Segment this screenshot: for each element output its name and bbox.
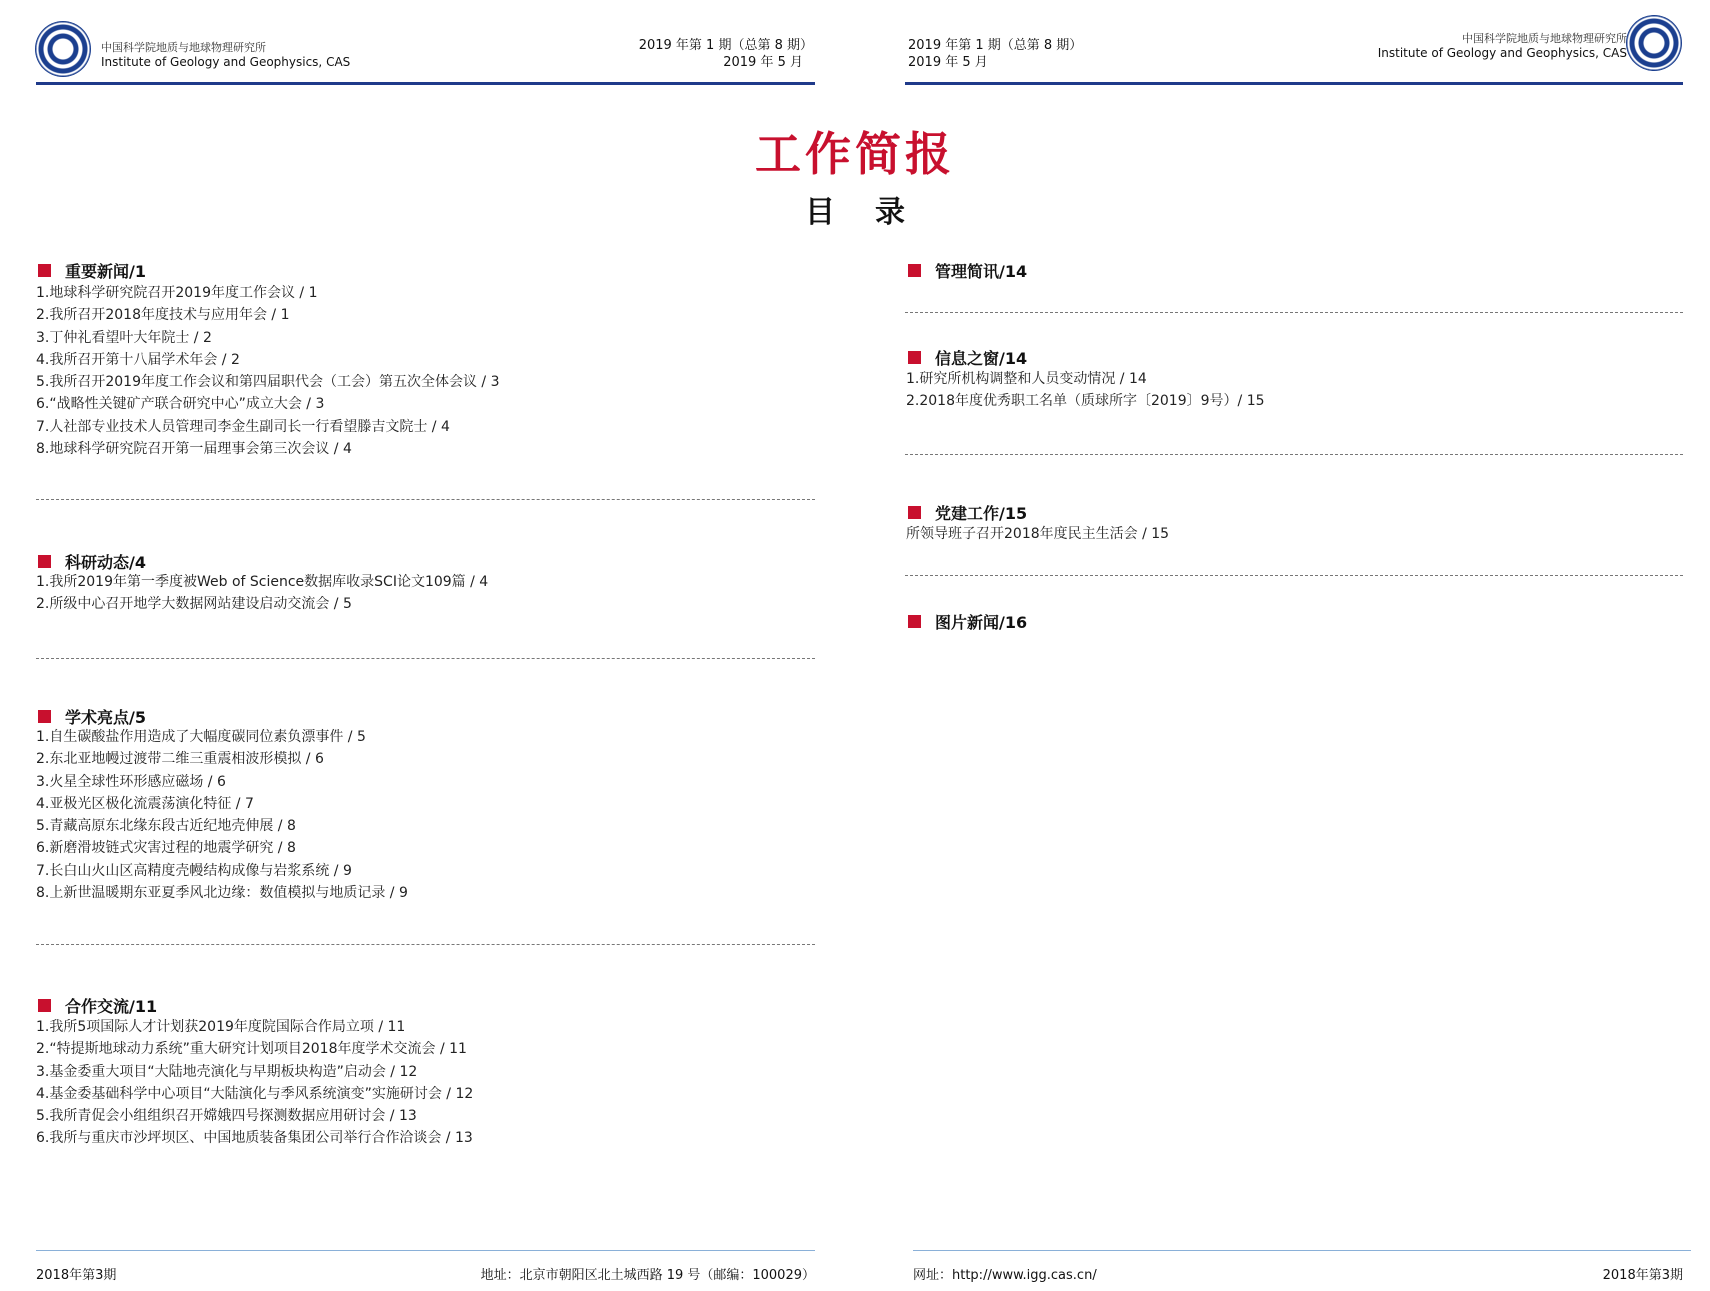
section-list-info (906, 368, 1265, 413)
section-list-research (36, 571, 488, 616)
section-header-photo[interactable] (908, 610, 1027, 633)
section-header-info[interactable] (908, 346, 1027, 369)
toc-item[interactable]: 2.“特提斯地球动力系统”重大研究计划项目2018年度学术交流会 / 11 (36, 1041, 467, 1058)
toc-item[interactable]: 5.我所青促会小组组织召开嫦娥四号探测数据应用研讨会 / 13 (36, 1108, 417, 1125)
section-marker (38, 710, 51, 723)
section-divider (36, 658, 815, 659)
section-marker (38, 264, 51, 277)
issue-number-left: 2019 年第 1 期（总第 8 期） (638, 38, 813, 53)
section-divider (905, 575, 1683, 576)
section-header-academic[interactable] (38, 705, 146, 728)
institute-name-en-left: Institute of Geology and Geophysics, CAS (101, 55, 351, 69)
section-divider (36, 944, 815, 945)
section-marker (908, 264, 921, 277)
section-title-academic: 学术亮点/5 (65, 708, 146, 727)
section-header-news[interactable] (38, 259, 146, 282)
section-divider (905, 312, 1683, 313)
toc-item[interactable]: 4.我所召开第十八届学术年会 / 2 (36, 351, 240, 368)
institute-name-cn-right: 中国科学院地质与地球物理研究所 (1462, 32, 1627, 45)
toc-item[interactable]: 1.我所2019年第一季度被Web of Science数据库收录SCI论文109篇 / 4 (36, 574, 489, 590)
section-divider (36, 499, 815, 500)
section-list-academic (36, 726, 408, 904)
toc-item[interactable]: 1.我所5项国际人才计划获2019年度院国际合作局立项 / 11 (36, 1019, 406, 1035)
toc-item[interactable]: 7.长白山火山区高精度壳幔结构成像与岩浆系统 / 9 (36, 862, 352, 879)
section-header-management[interactable] (908, 259, 1027, 282)
footer-address: 地址：北京市朝阳区北土城西路 19 号（邮编：100029） (480, 1268, 815, 1283)
institute-logo-right (1627, 16, 1681, 70)
section-title-info: 信息之窗/14 (935, 349, 1028, 368)
section-header-party[interactable] (908, 501, 1027, 524)
institute-logo-left (36, 22, 90, 76)
toc-item[interactable]: 2.所级中心召开地学大数据网站建设启动交流会 / 5 (36, 596, 352, 613)
section-marker (908, 506, 921, 519)
toc-item[interactable]: 1.地球科学研究院召开2019年度工作会议 / 1 (36, 285, 318, 301)
section-marker (38, 999, 51, 1012)
header-rule-left (36, 82, 815, 85)
toc-item[interactable]: 6.“战略性关键矿产联合研究中心”成立大会 / 3 (36, 396, 325, 413)
toc-item[interactable]: 8.地球科学研究院召开第一届理事会第三次会议 / 4 (36, 441, 352, 458)
toc-item[interactable]: 5.青藏高原东北缘东段古近纪地壳伸展 / 8 (36, 818, 296, 835)
institute-name-en-right: Institute of Geology and Geophysics, CAS (1377, 46, 1627, 60)
section-title-research: 科研动态/4 (65, 553, 146, 572)
institute-name-cn-left: 中国科学院地质与地球物理研究所 (101, 41, 266, 54)
toc-item[interactable]: 4.亚极光区极化流震荡演化特征 / 7 (36, 795, 254, 812)
toc-heading: 目录 (805, 195, 945, 230)
section-list-cooperation (36, 1016, 473, 1150)
section-list-party (906, 523, 1169, 545)
toc-item[interactable]: 6.我所与重庆市沙坪坝区、中国地质装备集团公司举行合作洽谈会 / 13 (36, 1130, 473, 1147)
toc-item[interactable]: 6.新磨滑坡链式灾害过程的地震学研究 / 8 (36, 840, 296, 857)
toc-item[interactable]: 1.自生碳酸盐作用造成了大幅度碳同位素负漂事件 / 5 (36, 729, 366, 745)
toc-item[interactable]: 2.东北亚地幔过渡带二维三重震相波形模拟 / 6 (36, 751, 324, 768)
footer-rule-left (36, 1250, 815, 1251)
toc-item[interactable]: 3.丁仲礼看望叶大年院士 / 2 (36, 329, 212, 346)
section-divider (905, 454, 1683, 455)
toc-item[interactable]: 1.研究所机构调整和人员变动情况 / 14 (906, 371, 1147, 387)
section-marker (38, 555, 51, 568)
section-title-party: 党建工作/15 (935, 504, 1028, 523)
toc-item[interactable]: 5.我所召开2019年度工作会议和第四届职代会（工会）第五次全体会议 / 3 (36, 374, 500, 391)
toc-item[interactable]: 3.基金委重大项目“大陆地壳演化与早期板块构造”启动会 / 12 (36, 1063, 418, 1080)
page-title: 工作简报 (755, 127, 955, 181)
issue-date-right: 2019 年 5 月 (908, 55, 988, 70)
toc-item[interactable]: 7.人社部专业技术人员管理司李金生副司长一行看望滕吉文院士 / 4 (36, 418, 450, 435)
toc-item[interactable]: 8.上新世温暖期东亚夏季风北边缘：数值模拟与地质记录 / 9 (36, 885, 408, 902)
footer-website[interactable]: 网址：http://www.igg.cas.cn/ (913, 1268, 1097, 1283)
section-marker (908, 351, 921, 364)
section-header-research[interactable] (38, 550, 146, 573)
header-rule-right (905, 82, 1683, 85)
toc-item[interactable]: 2.2018年度优秀职工名单（质球所字〔2019〕9号）/ 15 (906, 393, 1265, 410)
toc-item[interactable]: 4.基金委基础科学中心项目“大陆演化与季风系统演变”实施研讨会 / 12 (36, 1085, 474, 1102)
footer-rule-right (913, 1250, 1691, 1251)
footer-issue-left: 2018年第3期 (36, 1268, 117, 1283)
toc-item[interactable]: 所领导班子召开2018年度民主生活会 / 15 (906, 526, 1170, 542)
footer-issue-right: 2018年第3期 (1602, 1268, 1683, 1283)
toc-item[interactable]: 3.火星全球性环形感应磁场 / 6 (36, 773, 226, 790)
section-title-cooperation: 合作交流/11 (65, 997, 158, 1016)
section-marker (908, 615, 921, 628)
issue-date-left: 2019 年 5 月 (723, 55, 803, 70)
section-list-news (36, 282, 500, 460)
issue-number-right: 2019 年第 1 期（总第 8 期） (908, 38, 1083, 53)
section-title-management: 管理简讯/14 (935, 262, 1028, 281)
section-header-cooperation[interactable] (38, 994, 157, 1017)
section-title-news: 重要新闻/1 (65, 262, 146, 281)
section-title-photo: 图片新闻/16 (935, 613, 1028, 632)
toc-item[interactable]: 2.我所召开2018年度技术与应用年会 / 1 (36, 307, 290, 324)
